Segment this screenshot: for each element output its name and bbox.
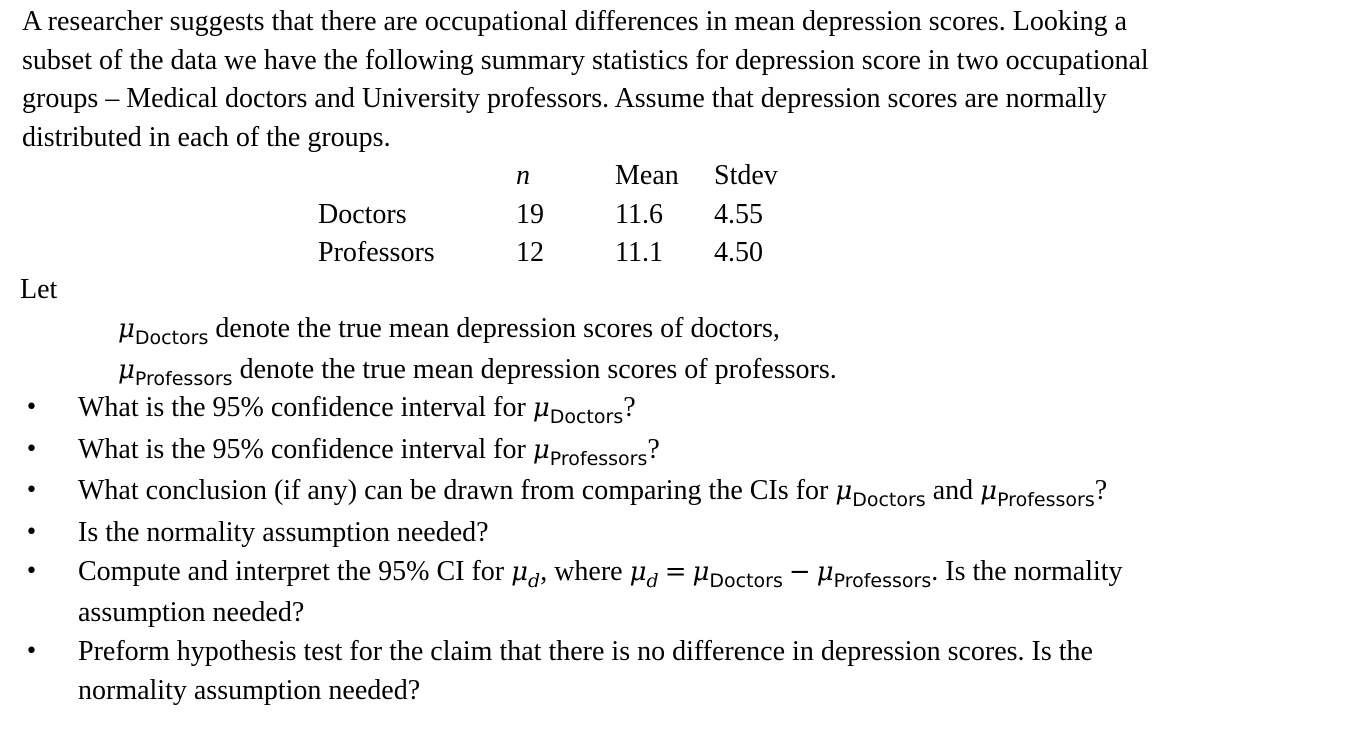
- bullet-icon: •: [25, 395, 38, 420]
- mu-symbol: μ: [532, 434, 550, 465]
- mu-symbol: μ: [511, 557, 529, 587]
- question-text: Preform hypothesis test for the claim that there is no difference in depression scores. Is the: [78, 636, 1093, 667]
- intro-line: groups – Medical doctors and University professors. Assume that depression scores are normally: [22, 83, 1107, 114]
- definition-professors: [118, 351, 837, 392]
- table-header-row: [318, 157, 794, 196]
- equals-sign: =: [664, 557, 687, 587]
- mu-symbol: μ: [835, 476, 853, 506]
- question-list: [0, 389, 1364, 711]
- let-label: Let: [20, 274, 58, 305]
- table-cell-n: 12: [516, 237, 544, 268]
- intro-line: A researcher suggests that there are occupational differences in mean depression scores. Looking a: [22, 6, 1128, 37]
- subscript-professors: Professors: [134, 367, 233, 390]
- mu-symbol: μ: [629, 557, 647, 587]
- question-text: What is the 95% confidence interval for: [78, 392, 533, 423]
- table-cell-group: Professors: [318, 237, 435, 268]
- table-header-n: n: [516, 160, 530, 191]
- bullet-icon: •: [25, 639, 38, 664]
- table-cell-group: Doctors: [318, 198, 407, 230]
- subscript-doctors: Doctors: [709, 570, 783, 592]
- definition-text: denote the true mean depression scores of professors.: [232, 353, 837, 385]
- mu-symbol: μ: [980, 476, 998, 506]
- bullet-icon: •: [25, 559, 38, 584]
- table-header-blank: [318, 157, 516, 196]
- question-text: Is the normality assumption needed?: [78, 516, 489, 548]
- minus-sign: −: [788, 557, 811, 587]
- bullet-icon: •: [25, 436, 38, 462]
- subscript-doctors: Doctors: [134, 327, 209, 349]
- subscript-professors: Professors: [549, 447, 648, 470]
- subscript-professors: Professors: [833, 570, 932, 592]
- subscript-d: d: [528, 570, 541, 592]
- mu-symbol: μ: [118, 354, 135, 385]
- table-header-mean: Mean: [615, 160, 679, 191]
- mu-symbol: μ: [118, 314, 135, 344]
- list-item: [0, 431, 1364, 472]
- intro-line: subset of the data we have the following summary statistics for depression score in two occupational: [22, 44, 1149, 76]
- definitions: [118, 310, 837, 391]
- table-cell-mean: 11.1: [615, 237, 663, 268]
- mu-symbol: μ: [692, 557, 710, 587]
- intro-paragraph: [22, 3, 1357, 157]
- question-text: What is the 95% confidence interval for: [78, 433, 533, 465]
- list-item: [0, 514, 1364, 553]
- list-item: [0, 553, 1364, 632]
- definition-text: denote the true mean depression scores of doctors,: [208, 313, 780, 344]
- subscript-professors: Professors: [997, 489, 1095, 511]
- table-cell-mean: 11.6: [615, 198, 663, 230]
- table-cell-stdev: 4.50: [714, 237, 763, 268]
- summary-statistics-table: [318, 157, 794, 273]
- subscript-d: d: [646, 570, 659, 592]
- question-text: ?: [647, 433, 660, 465]
- question-text: assumption needed?: [78, 596, 305, 628]
- question-text: and: [925, 475, 981, 506]
- intro-line: distributed in each of the groups.: [22, 121, 391, 153]
- question-text: normality assumption needed?: [78, 674, 421, 706]
- question-text: ?: [1094, 475, 1108, 506]
- mu-symbol: μ: [816, 557, 834, 587]
- mu-symbol: μ: [532, 393, 550, 423]
- question-text: What conclusion (if any) can be drawn from comparing the CIs for: [78, 475, 836, 506]
- table-header-stdev: Stdev: [714, 160, 778, 191]
- question-text: . Is the normality: [931, 556, 1123, 587]
- subscript-doctors: Doctors: [549, 406, 624, 428]
- table-row: [318, 196, 794, 235]
- question-text: Compute and interpret the 95% CI for: [78, 556, 512, 587]
- table-row: [318, 234, 794, 273]
- list-item: [0, 633, 1364, 710]
- list-item: [0, 472, 1364, 513]
- question-text: ?: [623, 392, 636, 423]
- bullet-icon: •: [25, 519, 38, 545]
- definition-doctors: [118, 310, 837, 351]
- table-cell-n: 19: [516, 198, 544, 230]
- list-item: [0, 389, 1364, 430]
- subscript-doctors: Doctors: [852, 489, 926, 511]
- question-text: , where: [540, 556, 630, 587]
- table-cell-stdev: 4.55: [714, 198, 763, 230]
- bullet-icon: •: [25, 478, 38, 503]
